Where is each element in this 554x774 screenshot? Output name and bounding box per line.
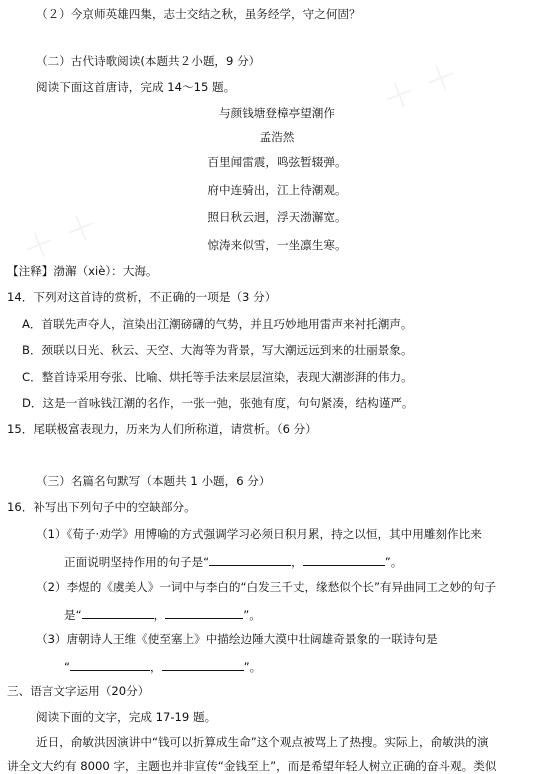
answer-blank[interactable] <box>165 608 243 619</box>
question-14-stem: 14．下列对这首诗的赏析，不正确的一项是（3 分） <box>7 290 277 304</box>
answer-blank[interactable] <box>162 660 244 671</box>
poem-item-2: （２）今京师英雄四集，志士交结之秋，虽务经学，守之何固？ <box>36 7 361 21</box>
question-16-item-3: （3）唐朝诗人王维《使至塞上》中描绘边陲大漠中壮阔雄奇景象的一联诗句是 <box>36 632 438 646</box>
watermark: ＋ ＋ <box>376 54 465 122</box>
section-heading-recitation: （三）名篇名句默写（本题共 1 小题，6 分） <box>36 474 271 488</box>
poem-line: 惊涛来似雪，一坐凛生寒。 <box>207 238 347 252</box>
section-heading-poetry: （二）古代诗歌阅读(本题共２小题，9 分） <box>36 54 261 68</box>
answer-blank[interactable] <box>70 660 150 671</box>
poem-line: 府中连骑出，江上待潮观。 <box>207 183 347 197</box>
answer-blank[interactable] <box>303 555 385 566</box>
question-16-item-2: （2）李煜的《虞美人》一词中与李白的“白发三千丈，缘愁似个长”有异曲同工之妙的句子 <box>36 580 496 594</box>
question-14-option-a: A．首联先声夺人，渲染出江潮磅礴的气势，并且巧妙地用雷声来衬托潮声。 <box>22 317 413 331</box>
question-16-item-1-answer-line: 正面说明坚持作用的句子是“ ， ”。 <box>64 555 403 569</box>
question-15: 15．尾联极富表现力，历来为人们所称道，请赏析。（6 分） <box>7 422 317 436</box>
question-16-item-1: （1）《荀子·劝学》用博喻的方式强调学习必须日积月累，持之以恒，其中用雕刻作比来 <box>36 527 482 541</box>
poem-title: 与颜钱塘登樟亭望潮作 <box>219 106 335 120</box>
part-3-instruction: 阅读下面的文字，完成 17-19 题。 <box>36 710 217 724</box>
watermark: ＋ ＋ <box>16 204 105 272</box>
question-16-item-3-answer-line: “ ， ”。 <box>64 660 262 674</box>
poem-line: 百里闻雷震，鸣弦暂辍弹。 <box>207 155 347 169</box>
question-16-stem: 16．补写出下列句子中的空缺部分。 <box>7 500 196 514</box>
question-14-option-c: C．整首诗采用夸张、比喻、烘托等手法来层层渲染，表现大潮澎湃的伟力。 <box>22 370 413 384</box>
answer-blank[interactable] <box>82 608 154 619</box>
part-3-heading: 三、语言文字运用（20分） <box>7 684 150 698</box>
poem-author: 孟浩然 <box>259 130 295 144</box>
section-instruction: 阅读下面这首唐诗，完成 14～15 题。 <box>36 80 236 94</box>
question-14-option-d: D．这是一首咏钱江潮的名作，一张一弛，张弛有度，句句紧凑，结构谨严。 <box>22 396 414 410</box>
annotation-note: 【注释】渤澥（xiè）：大海。 <box>7 264 158 278</box>
question-14-option-b: B．颈联以日光、秋云、天空、大海等为背景，写大潮远远到来的壮丽景象。 <box>22 343 413 357</box>
question-16-item-2-answer-line: 是“ ， ”。 <box>64 608 261 622</box>
passage-line: 近日，俞敏洪因演讲中“钱可以折算成生命”这个观点被骂上了热搜。实际上，俞敏洪的演 <box>36 735 489 749</box>
answer-blank[interactable] <box>209 555 291 566</box>
poem-line: 照日秋云迥，浮天渤澥宽。 <box>207 210 347 224</box>
passage-line: 讲全文大约有 8000 字，主题也并非宣传“金钱至上”，而是希望年轻人树立正确的奋斗观。类似 <box>7 759 497 773</box>
